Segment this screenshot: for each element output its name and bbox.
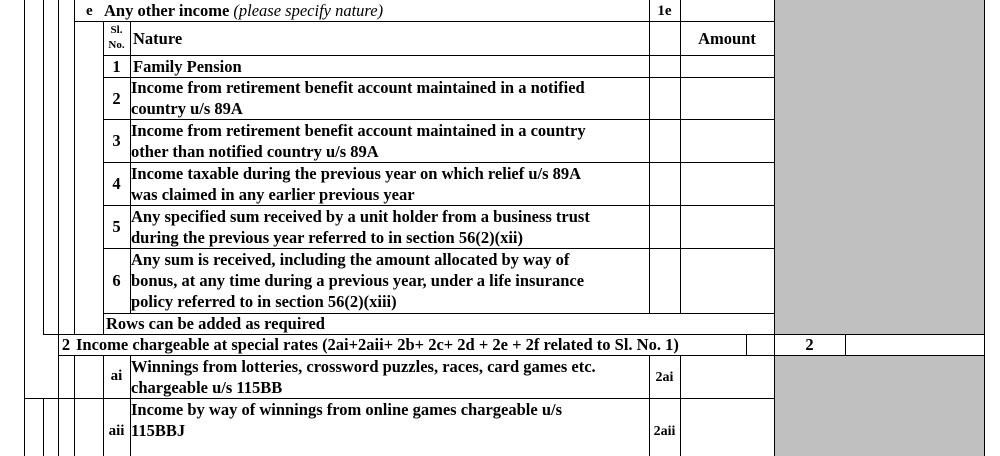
nature-row-3-no: 3: [112, 131, 121, 150]
nature-row-4-no: 4: [112, 174, 121, 193]
row-1e-code: 1e: [657, 3, 672, 19]
row-2aii-code: 2aii: [653, 424, 676, 439]
row-2ai-code: 2ai: [655, 370, 674, 385]
col-border-74: [74, 0, 75, 334]
nature-row-6-text-line3: policy referred to in section 56(2)(xiii): [131, 292, 397, 311]
row-1e-letter: e: [86, 3, 93, 19]
col-border-43-lower: [43, 398, 44, 456]
slno-header: [103, 25, 130, 51]
nature-row-2-text-line2: country u/s 89A: [131, 99, 243, 118]
row-1e-title-note: (please specify nature): [233, 1, 384, 20]
nature-row-3-text-line1: Income from retirement benefit account maintained in a country: [131, 121, 586, 140]
col-border-774: [774, 0, 775, 456]
col-border-43: [43, 0, 44, 335]
row-2ai-text-line1: Winnings from lotteries, crossword puzzles, races, card games etc.: [131, 357, 596, 376]
nature-row-4-text-line1: Income taxable during the previous year on which relief u/s 89A: [131, 164, 582, 183]
col-border-74-lower: [74, 355, 75, 456]
nature-row-5-text-line1: Any specified sum received by a unit holder from a business trust: [131, 207, 590, 226]
row-2aii-text-line1: Income by way of winnings from online games chargeable u/s: [131, 400, 562, 419]
col-border-58: [58, 0, 59, 456]
nature-header: Nature: [133, 29, 183, 48]
nature-row-2-amount-input[interactable]: [681, 78, 773, 119]
outer-border-right: [984, 0, 985, 456]
nature-row-4-amount-input[interactable]: [681, 163, 773, 205]
nature-row-1-text: Family Pension: [133, 57, 242, 76]
nature-row-5-text-line2: during the previous year referred to in section 56(2)(xii): [131, 228, 523, 247]
nature-row-5-no: 5: [112, 217, 121, 236]
row-2aii-amount-input[interactable]: [681, 399, 773, 456]
row-2ai-amount-input[interactable]: [681, 356, 773, 398]
nature-row-6-text-line1: Any sum is received, including the amount allocated by way of: [131, 250, 570, 269]
amount-header: Amount: [698, 29, 756, 48]
shaded-cell-right-2ai: [774, 355, 984, 456]
nature-row-5-amount-input[interactable]: [681, 206, 773, 248]
row-2ai-text-line2: chargeable u/s 115BB: [131, 378, 283, 397]
nature-row-2-no: 2: [112, 89, 121, 108]
slno-header-line1: Sl.: [110, 24, 123, 36]
row-2-amount-input[interactable]: [846, 335, 983, 355]
nature-row-1-amount-input[interactable]: [681, 56, 773, 77]
row-2aii-label: aii: [108, 423, 125, 439]
nature-row-1-no: 1: [112, 57, 121, 76]
nature-row-4-text-line2: was claimed in any earlier previous year: [131, 185, 415, 204]
nature-row-6-amount-input[interactable]: [681, 249, 773, 313]
nature-row-2-text-line1: Income from retirement benefit account maintained in a notified: [131, 78, 585, 97]
nature-row-6-text-line2: bonus, at any time during a previous year, under a life insurance: [131, 271, 585, 290]
row-2aii-text-line2: 115BBJ: [131, 421, 186, 440]
col-border-746: [746, 334, 747, 355]
outer-border-left: [24, 0, 25, 456]
col-border-649: [649, 0, 650, 313]
row-1e-amount-input[interactable]: [681, 0, 773, 21]
slno-header-line2: No.: [108, 39, 125, 51]
row-1e-title-text: Any other income: [104, 1, 230, 20]
shaded-cell-right-top: [774, 0, 984, 334]
row-2ai-label: ai: [110, 368, 123, 384]
row-2-number: 2: [61, 335, 71, 354]
add-rows-note: Rows can be added as required: [106, 314, 325, 333]
nature-row-3-amount-input[interactable]: [681, 120, 773, 162]
nature-row-3-text-line2: other than notified country u/s 89A: [131, 142, 379, 161]
nature-row-6-no: 6: [112, 271, 121, 290]
row-2-code: 2: [805, 335, 814, 354]
row-2-title: Income chargeable at special rates (2ai+2aii+ 2b+ 2c+ 2d + 2e + 2f related to Sl. No. 1): [76, 335, 679, 354]
row-1e-title: [104, 0, 383, 21]
